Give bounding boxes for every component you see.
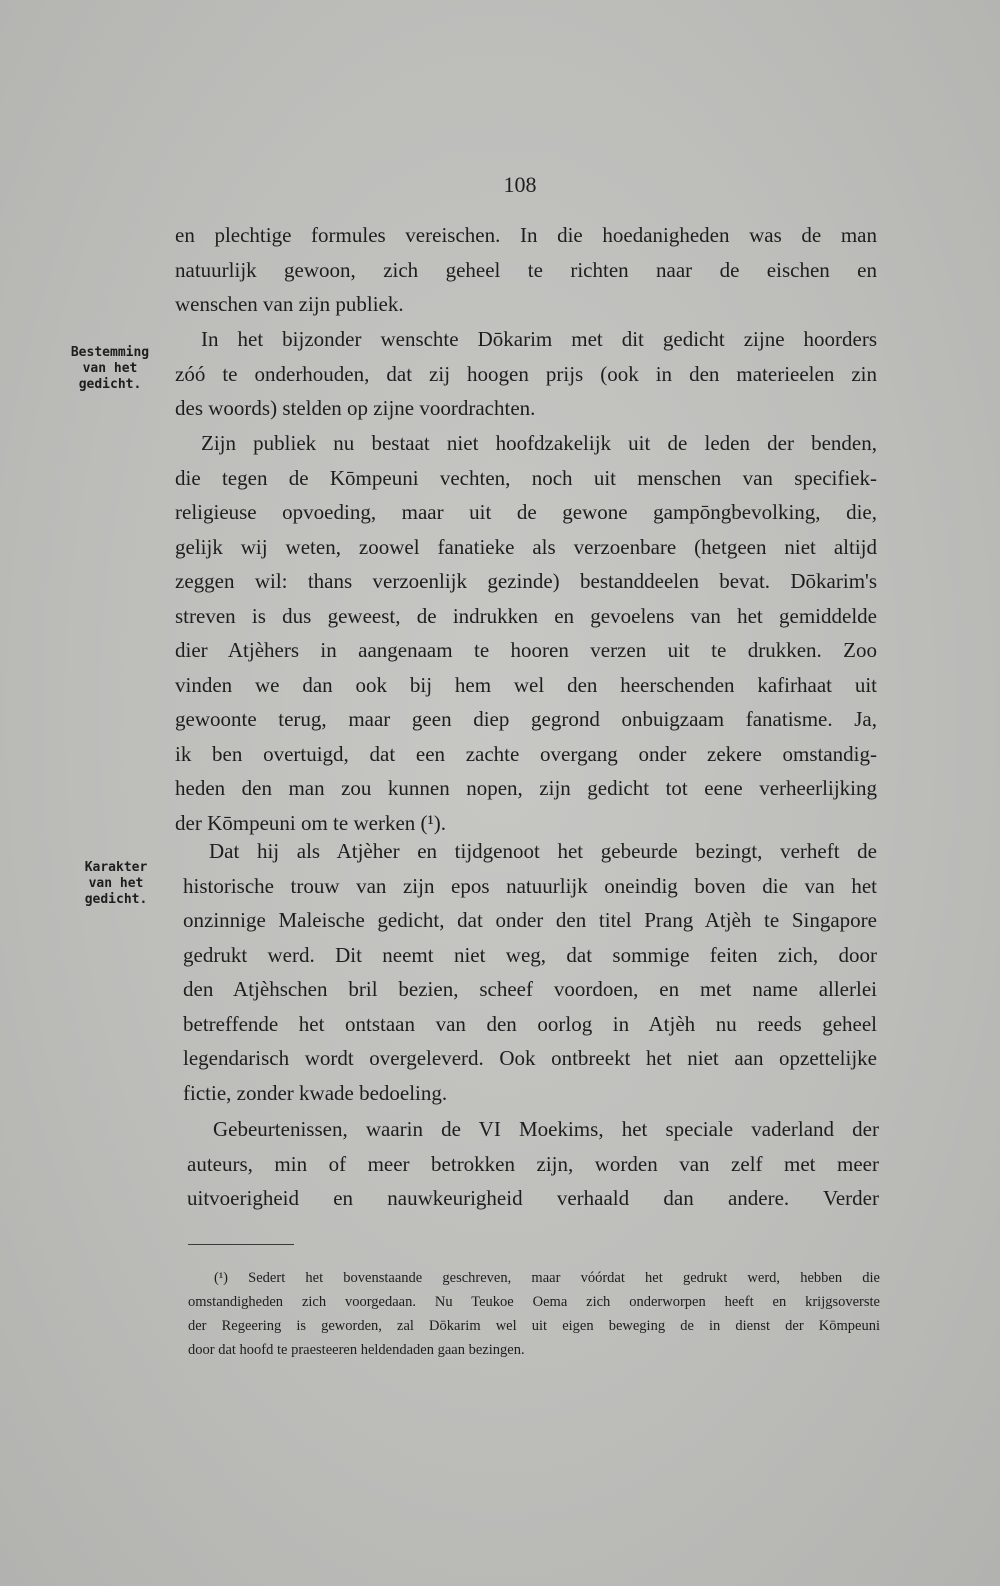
text-line: legendarisch wordt overgeleverd. Ook ontbreekt het niet aan opzettelijke <box>183 1046 877 1070</box>
footnote-line: der Regeering is geworden, zal Dōkarim wel uit eigen beweging de in dienst der Kōmpeuni <box>188 1318 880 1334</box>
text-line: uitvoerigheid en nauwkeurigheid verhaald dan andere. Verder <box>187 1186 879 1210</box>
paragraph-1 <box>175 218 877 322</box>
text-line: die tegen de Kōmpeuni vechten, noch uit menschen van specifiek- <box>175 465 877 490</box>
paragraph-5 <box>187 1112 879 1216</box>
text-line: auteurs, min of meer betrokken zijn, worden van zelf met meer <box>187 1151 879 1176</box>
text-line: natuurlijk gewoon, zich geheel te richten naar de eischen en <box>175 257 877 282</box>
text-line: der Kōmpeuni om te werken (¹). <box>175 810 447 835</box>
text-line: dier Atjèhers in aangenaam te hooren verzen uit te drukken. Zoo <box>175 638 877 662</box>
text-line: betreffende het ontstaan van den oorlog in Atjèh nu reeds geheel <box>183 1011 877 1036</box>
text-line: zóó te onderhouden, dat zij hoogen prijs (ook in den materieelen zin <box>175 361 877 386</box>
text-line: heden den man zou kunnen nopen, zijn gedicht tot eene verheerlijking <box>175 776 877 800</box>
margin-note-line: van het <box>88 876 144 891</box>
margin-note-line: Karakter <box>84 860 148 875</box>
text-line: historische trouw van zijn epos natuurlijk oneindig boven die van het <box>183 873 877 898</box>
paragraph-4 <box>183 834 877 1110</box>
text-line: ik ben overtuigd, dat een zachte overgang onder zekere omstandig- <box>175 741 877 766</box>
text-line: zeggen wil: thans verzoenlijk gezinde) bestanddeelen bevat. Dōkarim's <box>175 569 877 593</box>
footnote <box>188 1266 880 1362</box>
footnote-line: omstandigheden zich voorgedaan. Nu Teukoe Oema zich onderworpen heeft en krijgsoverste <box>188 1294 880 1310</box>
margin-note-line: gedicht. <box>84 892 148 907</box>
text-line: religieuse opvoeding, maar uit de gewone gampōngbevolking, die, <box>175 500 877 524</box>
margin-note-line: Bestemming <box>70 345 150 360</box>
footnote-divider <box>188 1244 294 1245</box>
margin-note-bestemming <box>50 345 170 393</box>
margin-note-line: van het <box>82 361 138 376</box>
text-line: Zijn publiek nu bestaat niet hoofdzakelijk uit de leden der benden, <box>201 431 877 455</box>
text-line: onzinnige Maleische gedicht, dat onder den titel Prang Atjèh te Singapore <box>183 908 877 932</box>
text-line: Dat hij als Atjèher en tijdgenoot het gebeurde bezingt, verheft de <box>209 839 877 863</box>
text-line: In het bijzonder wenschte Dōkarim met dit gedicht zijne hoorders <box>201 327 877 351</box>
text-line: vinden we dan ook bij hem wel den heerschenden kafirhaat uit <box>175 672 877 697</box>
footnote-line: door dat hoofd te praesteeren heldendaden gaan bezingen. <box>188 1342 525 1358</box>
margin-note-line: gedicht. <box>78 377 142 392</box>
paragraph-3 <box>175 426 877 840</box>
text-line: streven is dus geweest, de indrukken en gevoelens van het gemiddelde <box>175 603 877 628</box>
text-line: en plechtige formules vereischen. In die hoedanigheden was de man <box>175 223 877 247</box>
text-line: wenschen van zijn publiek. <box>175 292 404 316</box>
text-line: den Atjèhschen bril bezien, scheef voordoen, en met name allerlei <box>183 977 877 1001</box>
margin-note-karakter <box>56 860 176 908</box>
paragraph-2 <box>175 322 877 426</box>
footnote-line: (¹) Sedert het bovenstaande geschreven, maar vóórdat het gedrukt werd, hebben die <box>214 1270 880 1286</box>
text-line: des woords) stelden op zijne voordrachten. <box>175 396 536 420</box>
text-line: gelijk wij weten, zoowel fanatieke als verzoenbare (hetgeen niet altijd <box>175 534 877 559</box>
text-line: gewoonte terug, maar geen diep gegrond onbuigzaam fanatisme. Ja, <box>175 707 877 731</box>
text-line: fictie, zonder kwade bedoeling. <box>183 1080 448 1105</box>
text-line: gedrukt werd. Dit neemt niet weg, dat sommige feiten zich, door <box>183 942 877 967</box>
page-number: 108 <box>503 172 537 197</box>
text-line: Gebeurtenissen, waarin de VI Moekims, het speciale vaderland der <box>213 1117 879 1141</box>
